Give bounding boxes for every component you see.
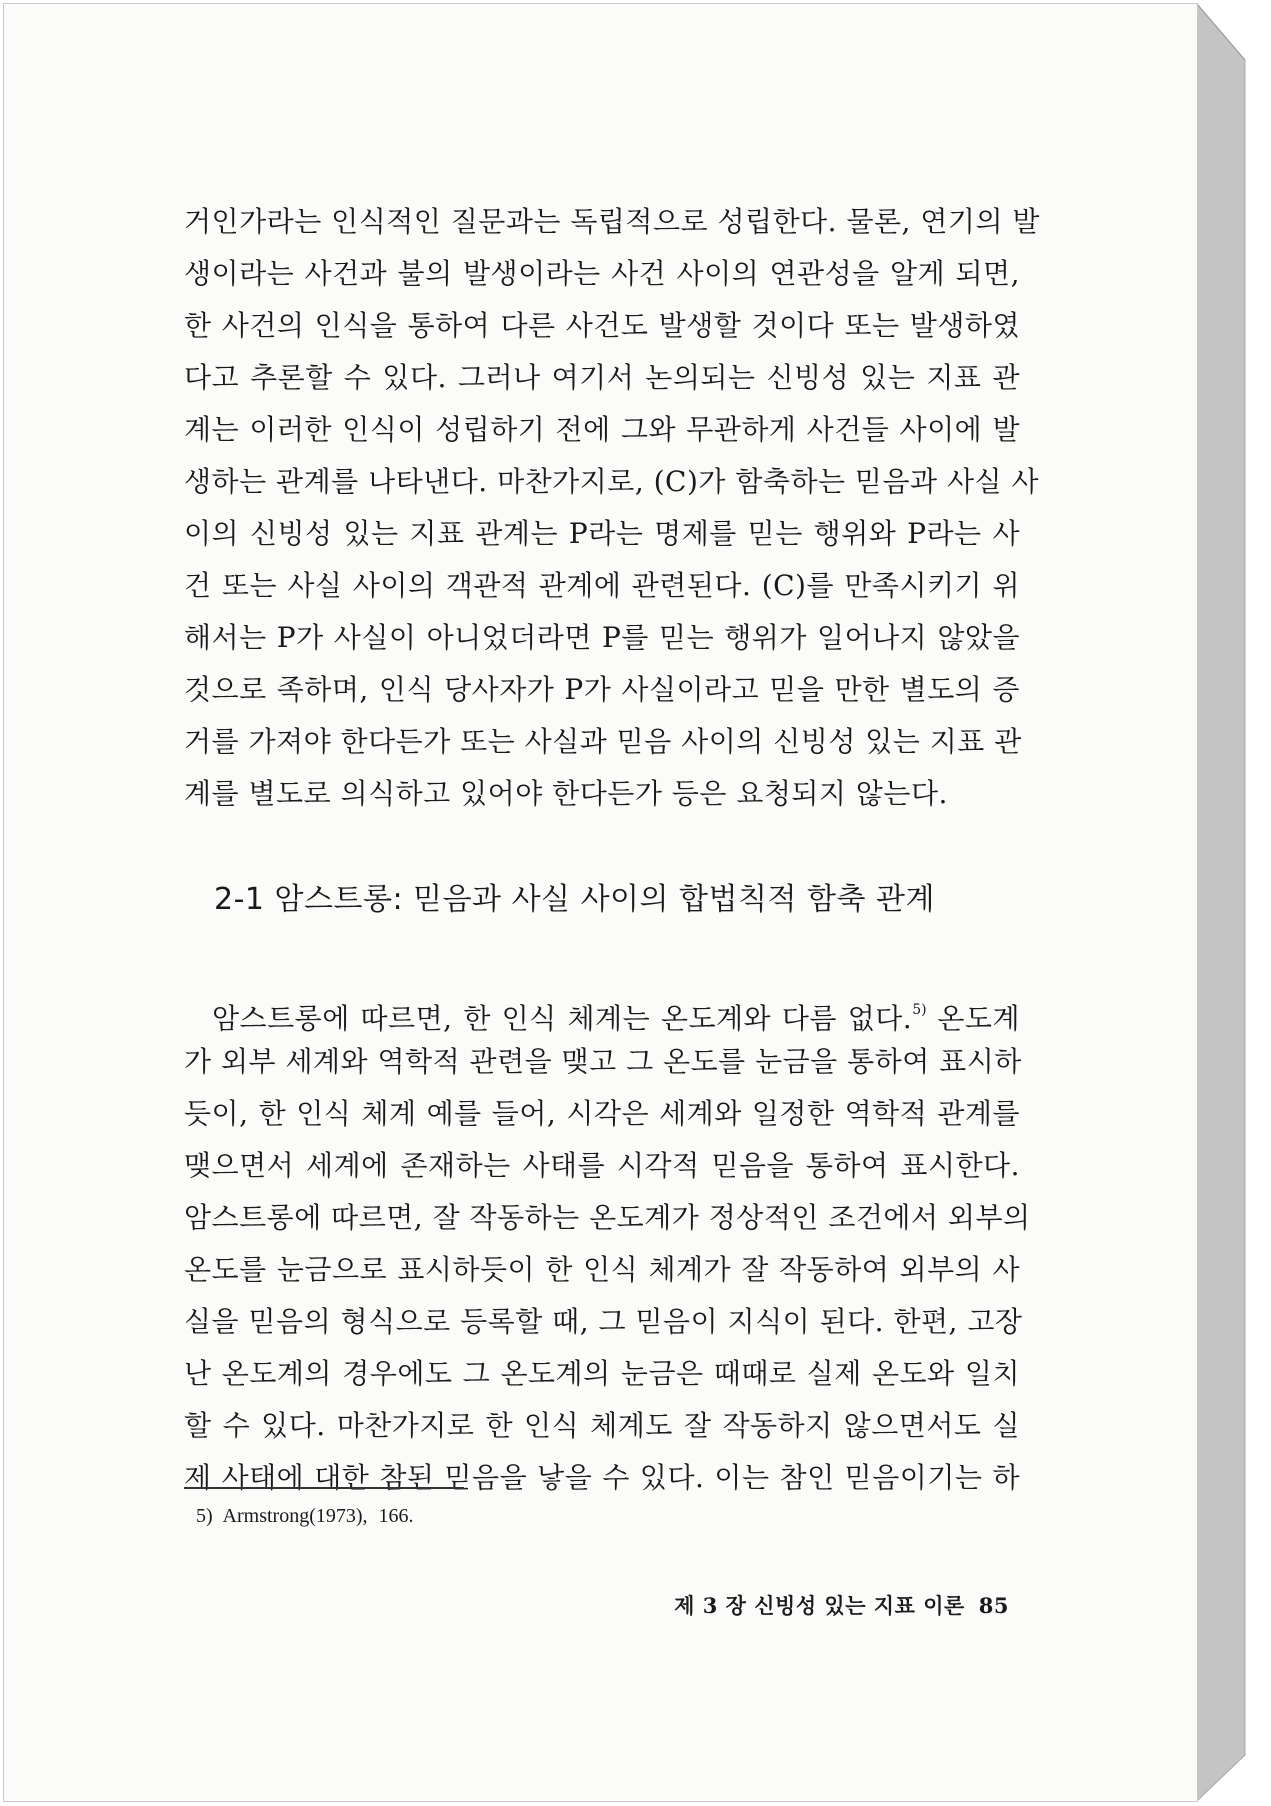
section-heading: 2-1 암스트롱: 믿음과 사실 사이의 합법칙적 함축 관계	[214, 882, 935, 917]
text-line: 계는 이러한 인식이 성립하기 전에 그와 무관하게 사건들 사이에 발	[184, 413, 1020, 446]
text-line: 가 외부 세계와 역학적 관련을 맺고 그 온도를 눈금을 통하여 표시하	[184, 1045, 1022, 1078]
text-line: 이의 신빙성 있는 지표 관계는 P라는 명제를 믿는 행위와 P라는 사	[184, 517, 1020, 550]
text-line-first	[184, 984, 1020, 1036]
text-line: 것으로 족하며, 인식 당사자가 P가 사실이라고 믿을 만한 별도의 증	[184, 673, 1020, 706]
chapter-title: 제 3 장 신빙성 있는 지표 이론	[674, 1593, 965, 1618]
text-line: 할 수 있다. 마찬가지로 한 인식 체계도 잘 작동하지 않으면서도 실	[184, 1409, 1020, 1442]
footnote: 5) Armstrong(1973), 166.	[196, 1505, 414, 1527]
text-fragment: 암스트롱에 따르면, 한 인식 체계는 온도계와 다름 없다.	[212, 1002, 913, 1035]
text-line: 실을 믿음의 형식으로 등록할 때, 그 믿음이 지식이 된다. 한편, 고장	[184, 1305, 1023, 1338]
text-line: 계를 별도로 의식하고 있어야 한다든가 등은 요청되지 않는다.	[184, 777, 948, 810]
text-line: 암스트롱에 따르면, 잘 작동하는 온도계가 정상적인 조건에서 외부의	[184, 1201, 1031, 1234]
text-line: 해서는 P가 사실이 아니었더라면 P를 믿는 행위가 일어나지 않았을	[184, 621, 1020, 654]
page-body	[184, 196, 1040, 1504]
text-line: 생하는 관계를 나타낸다. 마찬가지로, (C)가 함축하는 믿음과 사실 사	[184, 465, 1040, 498]
text-line: 거인가라는 인식적인 질문과는 독립적으로 성립한다. 물론, 연기의 발	[184, 205, 1040, 238]
text-line: 거를 가져야 한다든가 또는 사실과 믿음 사이의 신빙성 있는 지표 관	[184, 725, 1022, 758]
text-line: 제 사태에 대한 참된 믿음을 낳을 수 있다. 이는 참인 믿음이기는 하	[184, 1461, 1020, 1494]
text-line: 생이라는 사건과 불의 발생이라는 사건 사이의 연관성을 알게 되면,	[184, 257, 1020, 290]
text-line: 한 사건의 인식을 통하여 다른 사건도 발생할 것이다 또는 발생하였	[184, 309, 1020, 342]
page-number: 85	[978, 1593, 1009, 1618]
footnote-reference[interactable]: 5)	[912, 1002, 927, 1018]
text-fragment: 온도계	[926, 1002, 1021, 1035]
text-line: 다고 추론할 수 있다. 그러나 여기서 논의되는 신빙성 있는 지표 관	[184, 361, 1020, 394]
running-footer	[674, 1590, 1009, 1620]
footnote-divider	[184, 1487, 464, 1489]
paragraph-2	[184, 984, 1031, 1504]
text-line: 맺으면서 세계에 존재하는 사태를 시각적 믿음을 통하여 표시한다.	[184, 1149, 1020, 1182]
text-line: 난 온도계의 경우에도 그 온도계의 눈금은 때때로 실제 온도와 일치	[184, 1357, 1020, 1390]
paragraph-1	[184, 196, 1040, 820]
text-line: 건 또는 사실 사이의 객관적 관계에 관련된다. (C)를 만족시키기 위	[184, 569, 1020, 602]
text-line: 듯이, 한 인식 체계 예를 들어, 시각은 세계와 일정한 역학적 관계를	[184, 1097, 1020, 1130]
text-line: 온도를 눈금으로 표시하듯이 한 인식 체계가 잘 작동하여 외부의 사	[184, 1253, 1020, 1286]
